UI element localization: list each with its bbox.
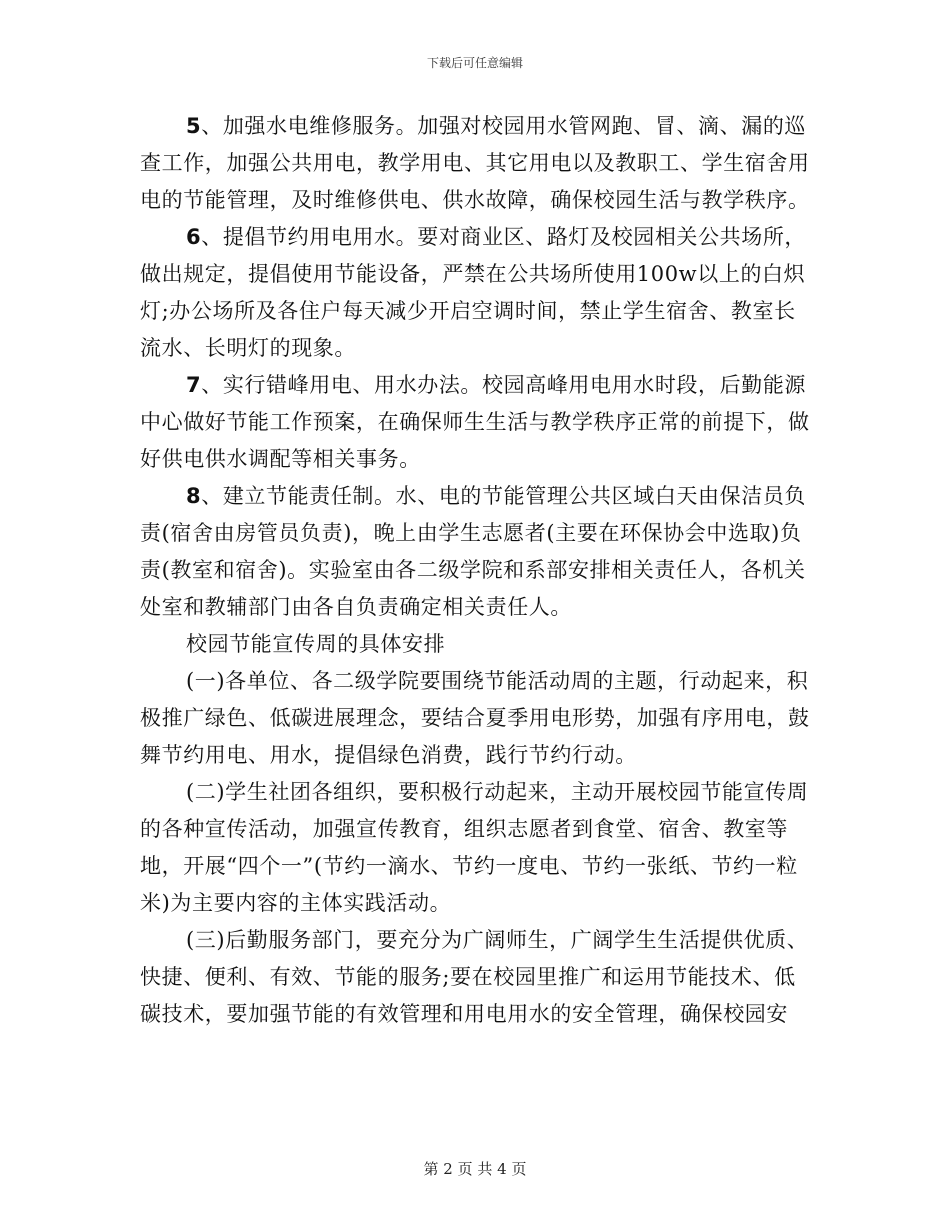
paragraph-section-2 [140,774,810,922]
page-footer: 第 2 页 共 4 页 [423,1160,527,1178]
paragraph-text: (三)后勤服务部门，要充分为广阔师生，广阔学生生活提供优质、快捷、便利、有效、节能的服务;要在校园里推广和运用节能技术、低碳技术，要加强节能的有效管理和用电用水的安全管理，确保校园安 [140,928,809,1026]
paragraph-text: (二)学生社团各组织，要积极行动起来，主动开展校园节能宣传周的各种宣传活动，加强宣传教育，组织志愿者到食堂、宿舍、教室等地，开展“四个一”(节约一滴水、节约一度电、节约一张纸、节约一粒米)为主要内容的主体实践活动。 [140,780,809,915]
paragraph-6 [140,219,810,367]
item-number: 5 [186,114,202,138]
paragraph-text: 、实行错峰用电、用水办法。校园高峰用电用水时段，后勤能源中心做好节能工作预案，在确保师生生活与教学秩序正常的前提下，做好供电供水调配等相关事务。 [140,373,810,471]
section-heading [140,626,810,663]
paragraph-section-3 [140,922,810,1033]
paragraph-7 [140,367,810,478]
item-number: 6 [186,225,202,249]
paragraph-5 [140,108,810,219]
paragraph-8 [140,478,810,626]
paragraph-text: 校园节能宣传周的具体安排 [186,632,446,656]
document-body [140,108,810,1033]
page-header: 下载后可任意编辑 [426,56,523,70]
paragraph-text: 、加强水电维修服务。加强对校园用水管网跑、冒、滴、漏的巡查工作，加强公共用电，教学用电、其它用电以及教职工、学生宿舍用电的节能管理，及时维修供电、供水故障，确保校园生活与教学秩序。 [140,114,810,212]
item-number: 7 [186,373,202,397]
item-number: 8 [186,484,202,508]
paragraph-text: 、提倡节约用电用水。要对商业区、路灯及校园相关公共场所，做出规定，提倡使用节能设备，严禁在公共场所使用100w以上的白炽灯;办公场所及各住户每天减少开启空调时间，禁止学生宿舍、教室长流水、长明灯的现象。 [140,225,807,360]
paragraph-text: 、建立节能责任制。水、电的节能管理公共区域白天由保洁员负责(宿舍由房管员负责)，晚上由学生志愿者(主要在环保协会中选取)负责(教室和宿舍)。实验室由各二级学院和系部安排相关责任人，各机关处室和教辅部门由各自负责确定相关责任人。 [140,484,807,619]
paragraph-text: (一)各单位、各二级学院要围绕节能活动周的主题，行动起来，积极推广绿色、低碳进展理念，要结合夏季用电形势，加强有序用电，鼓舞节约用电、用水，提倡绿色消费，践行节约行动。 [140,669,810,767]
paragraph-section-1 [140,663,810,774]
